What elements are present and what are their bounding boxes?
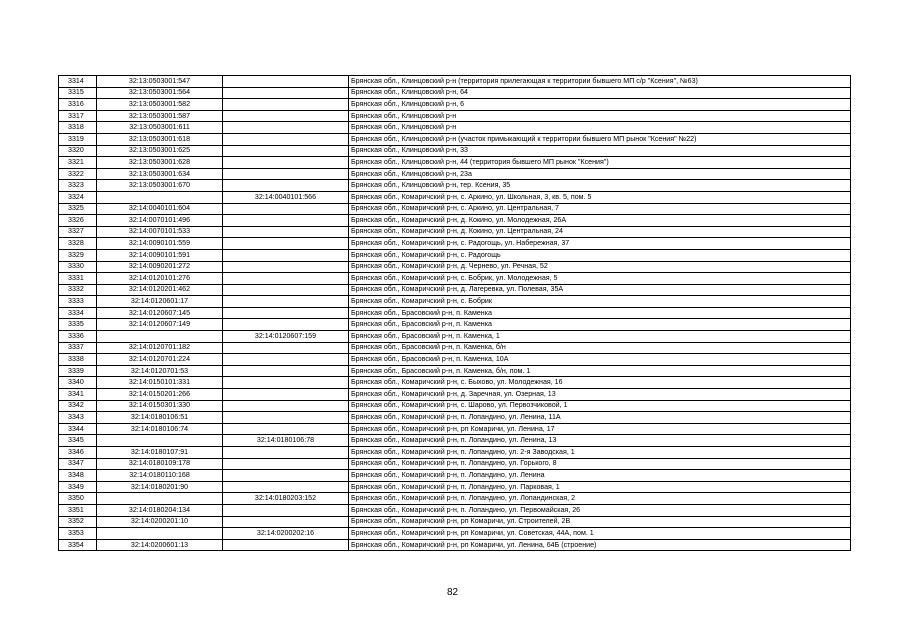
table-row (59, 435, 851, 447)
cadastral-number-alt-cell (223, 215, 349, 227)
address-cell: Брянская обл., Комаричский р-н, рп Комаричи, ул. Строителей, 2В (349, 516, 851, 528)
cadastral-number-alt-cell (223, 273, 349, 285)
cadastral-number-alt-cell: 32:14:0120607:159 (223, 331, 349, 343)
address-cell: Брянская обл., Комаричский р-н, п. Лопандино, ул. Ленина, 13 (349, 435, 851, 447)
cadastral-number-cell: 32:14:0180107:91 (97, 447, 223, 459)
record-number-cell: 3347 (59, 458, 97, 470)
record-number-cell: 3354 (59, 539, 97, 551)
table-row (59, 191, 851, 203)
cadastral-number-cell (97, 493, 223, 505)
record-number-cell: 3350 (59, 493, 97, 505)
address-cell: Брянская обл., Клинцовский р-н, 6 (349, 99, 851, 111)
table-row (59, 145, 851, 157)
record-number-cell: 3335 (59, 319, 97, 331)
cadastral-number-cell: 32:14:0150101:331 (97, 377, 223, 389)
address-cell: Брянская обл., Клинцовский р-н, 23а (349, 168, 851, 180)
cadastral-number-alt-cell (223, 516, 349, 528)
record-number-cell: 3333 (59, 296, 97, 308)
cadastral-number-cell: 32:13:0503001:628 (97, 157, 223, 169)
cadastral-number-cell: 32:14:0120701:182 (97, 342, 223, 354)
record-number-cell: 3336 (59, 331, 97, 343)
cadastral-number-alt-cell (223, 76, 349, 88)
cadastral-number-cell: 32:14:0200201:10 (97, 516, 223, 528)
cadastral-number-cell: 32:13:0503001:564 (97, 87, 223, 99)
cadastral-number-alt-cell (223, 447, 349, 459)
record-number-cell: 3330 (59, 261, 97, 273)
record-number-cell: 3349 (59, 481, 97, 493)
address-cell: Брянская обл., Комаричский р-н, д. Лагеревка, ул. Полевая, 35А (349, 284, 851, 296)
cadastral-number-cell (97, 435, 223, 447)
record-number-cell: 3319 (59, 133, 97, 145)
address-cell: Брянская обл., Клинцовский р-н, 33 (349, 145, 851, 157)
record-number-cell: 3325 (59, 203, 97, 215)
record-number-cell: 3329 (59, 249, 97, 261)
record-number-cell: 3353 (59, 528, 97, 540)
record-number-cell: 3351 (59, 504, 97, 516)
table-row (59, 377, 851, 389)
address-cell: Брянская обл., Комаричский р-н, д. Кокино, ул. Молодежная, 26А (349, 215, 851, 227)
address-cell: Брянская обл., Комаричский р-н, рп Комаричи, ул. Ленина, 17 (349, 423, 851, 435)
record-number-cell: 3339 (59, 365, 97, 377)
record-number-cell: 3315 (59, 87, 97, 99)
address-cell: Брянская обл., Брасовский р-н, п. Каменка (349, 307, 851, 319)
table-row (59, 365, 851, 377)
address-cell: Брянская обл., Комаричский р-н, рп Комаричи, ул. Советская, 44А, пом. 1 (349, 528, 851, 540)
table-row (59, 458, 851, 470)
table-row (59, 504, 851, 516)
record-number-cell: 3345 (59, 435, 97, 447)
table-row (59, 423, 851, 435)
cadastral-number-cell: 32:14:0180204:134 (97, 504, 223, 516)
cadastral-number-alt-cell (223, 133, 349, 145)
address-cell: Брянская обл., Комаричский р-н, с. Шарово, ул. Первозчиковой, 1 (349, 400, 851, 412)
address-cell: Брянская обл., Клинцовский р-н, 44 (территория бывшего МП рынок "Ксения") (349, 157, 851, 169)
cadastral-number-alt-cell (223, 400, 349, 412)
address-cell: Брянская обл., Комаричский р-н, п. Лопандино, ул. 2-я Заводская, 1 (349, 447, 851, 459)
cadastral-number-cell: 32:14:0090101:591 (97, 249, 223, 261)
record-number-cell: 3334 (59, 307, 97, 319)
record-number-cell: 3331 (59, 273, 97, 285)
record-number-cell: 3338 (59, 354, 97, 366)
cadastral-number-alt-cell (223, 261, 349, 273)
address-cell: Брянская обл., Комаричский р-н, с. Быхово, ул. Молодежная, 16 (349, 377, 851, 389)
cadastral-number-cell: 32:14:0070101:533 (97, 226, 223, 238)
cadastral-number-alt-cell (223, 389, 349, 401)
page-number: 82 (446, 587, 459, 598)
address-cell: Брянская обл., Брасовский р-н, п. Каменка, б/н, пом. 1 (349, 365, 851, 377)
table-row (59, 307, 851, 319)
table-row (59, 342, 851, 354)
address-cell: Брянская обл., Брасовский р-н, п. Каменка, б/н (349, 342, 851, 354)
cadastral-number-cell: 32:14:0120601:17 (97, 296, 223, 308)
table-row (59, 273, 851, 285)
address-cell: Брянская обл., Комаричский р-н, д. Кокино, ул. Центральная, 24 (349, 226, 851, 238)
address-cell: Брянская обл., Комаричский р-н, п. Лопандино, ул. Ленина, 11А (349, 412, 851, 424)
cadastral-number-cell: 32:14:0090201:272 (97, 261, 223, 273)
cadastral-number-cell: 32:13:0503001:611 (97, 122, 223, 134)
table-row (59, 168, 851, 180)
cadastral-number-cell: 32:13:0503001:618 (97, 133, 223, 145)
cadastral-number-cell: 32:14:0120101:276 (97, 273, 223, 285)
record-number-cell: 3343 (59, 412, 97, 424)
cadastral-number-cell: 32:13:0503001:634 (97, 168, 223, 180)
table-row (59, 180, 851, 192)
cadastral-number-alt-cell (223, 122, 349, 134)
cadastral-number-alt-cell (223, 284, 349, 296)
cadastral-number-alt-cell (223, 87, 349, 99)
cadastral-number-alt-cell (223, 238, 349, 250)
table-row (59, 226, 851, 238)
cadastral-number-alt-cell (223, 249, 349, 261)
table-row (59, 354, 851, 366)
cadastral-number-cell: 32:14:0150201:266 (97, 389, 223, 401)
cadastral-number-alt-cell (223, 342, 349, 354)
cadastral-number-cell: 32:14:0180106:74 (97, 423, 223, 435)
address-cell: Брянская обл., Клинцовский р-н (349, 110, 851, 122)
cadastral-number-alt-cell (223, 180, 349, 192)
table-row (59, 215, 851, 227)
cadastral-number-alt-cell (223, 203, 349, 215)
table-row (59, 319, 851, 331)
record-number-cell: 3317 (59, 110, 97, 122)
table-row (59, 412, 851, 424)
table-row (59, 447, 851, 459)
register-table-body (59, 76, 851, 551)
record-number-cell: 3321 (59, 157, 97, 169)
cadastral-number-alt-cell (223, 145, 349, 157)
record-number-cell: 3323 (59, 180, 97, 192)
cadastral-number-cell (97, 331, 223, 343)
cadastral-number-alt-cell: 32:14:0180106:78 (223, 435, 349, 447)
cadastral-number-alt-cell (223, 377, 349, 389)
table-row (59, 87, 851, 99)
cadastral-number-cell (97, 191, 223, 203)
address-cell: Брянская обл., Клинцовский р-н, тер. Ксения, 35 (349, 180, 851, 192)
cadastral-number-alt-cell (223, 226, 349, 238)
cadastral-number-alt-cell: 32:14:0200202:16 (223, 528, 349, 540)
address-cell: Брянская обл., Брасовский р-н, п. Каменка, 1 (349, 331, 851, 343)
table-row (59, 133, 851, 145)
table-row (59, 76, 851, 88)
record-number-cell: 3348 (59, 470, 97, 482)
address-cell: Брянская обл., Комаричский р-н, п. Лопандино, ул. Горького, 8 (349, 458, 851, 470)
cadastral-number-alt-cell (223, 458, 349, 470)
address-cell: Брянская обл., Брасовский р-н, п. Каменка (349, 319, 851, 331)
cadastral-number-cell: 32:14:0180110:168 (97, 470, 223, 482)
table-row (59, 110, 851, 122)
address-cell: Брянская обл., Комаричский р-н, с. Аркино, ул. Центральная, 7 (349, 203, 851, 215)
table-row (59, 203, 851, 215)
cadastral-number-alt-cell (223, 110, 349, 122)
register-table (58, 75, 851, 551)
cadastral-number-alt-cell (223, 168, 349, 180)
cadastral-number-cell: 32:14:0040101:604 (97, 203, 223, 215)
cadastral-number-cell: 32:14:0120607:149 (97, 319, 223, 331)
cadastral-number-cell: 32:14:0180109:178 (97, 458, 223, 470)
address-cell: Брянская обл., Комаричский р-н, с. Радогощь, ул. Набережная, 37 (349, 238, 851, 250)
record-number-cell: 3326 (59, 215, 97, 227)
address-cell: Брянская обл., Клинцовский р-н (территория прилегающая к территории бывшего МП с/р "Ксения", №63) (349, 76, 851, 88)
table-row (59, 157, 851, 169)
address-cell: Брянская обл., Комаричский р-н, п. Лопандино, ул. Ленина (349, 470, 851, 482)
table-row (59, 296, 851, 308)
table-row (59, 470, 851, 482)
cadastral-number-cell: 32:13:0503001:625 (97, 145, 223, 157)
table-row (59, 249, 851, 261)
address-cell: Брянская обл., Комаричский р-н, п. Лопандино, ул. Лопандинская, 2 (349, 493, 851, 505)
record-number-cell: 3337 (59, 342, 97, 354)
table-row (59, 238, 851, 250)
cadastral-number-cell: 32:13:0503001:670 (97, 180, 223, 192)
cadastral-number-cell: 32:14:0090101:559 (97, 238, 223, 250)
address-cell: Брянская обл., Клинцовский р-н, 64 (349, 87, 851, 99)
record-number-cell: 3341 (59, 389, 97, 401)
table-row (59, 261, 851, 273)
table-row (59, 539, 851, 551)
cadastral-number-alt-cell (223, 481, 349, 493)
record-number-cell: 3318 (59, 122, 97, 134)
cadastral-number-cell: 32:14:0070101:496 (97, 215, 223, 227)
address-cell: Брянская обл., Клинцовский р-н (349, 122, 851, 134)
cadastral-number-cell: 32:14:0180106:51 (97, 412, 223, 424)
table-row (59, 99, 851, 111)
address-cell: Брянская обл., Комаричский р-н, с. Бобрик (349, 296, 851, 308)
address-cell: Брянская обл., Брасовский р-н, п. Каменка, 10А (349, 354, 851, 366)
cadastral-number-cell: 32:14:0120701:224 (97, 354, 223, 366)
address-cell: Брянская обл., Клинцовский р-н (участок примыкающий к территории бывшего МП рынок "Ксения" №22) (349, 133, 851, 145)
address-cell: Брянская обл., Комаричский р-н, с. Бобрик, ул. Молодежная, 5 (349, 273, 851, 285)
record-number-cell: 3316 (59, 99, 97, 111)
address-cell: Брянская обл., Комаричский р-н, с. Аркино, ул. Школьная, 3, кв. 5, пом. 5 (349, 191, 851, 203)
table-row (59, 331, 851, 343)
cadastral-number-alt-cell: 32:14:0180203:152 (223, 493, 349, 505)
record-number-cell: 3352 (59, 516, 97, 528)
address-cell: Брянская обл., Комаричский р-н, п. Лопандино, ул. Первомайская, 26 (349, 504, 851, 516)
address-cell: Брянская обл., Комаричский р-н, п. Лопандино, ул. Парковая, 1 (349, 481, 851, 493)
record-number-cell: 3346 (59, 447, 97, 459)
table-row (59, 481, 851, 493)
cadastral-number-cell: 32:14:0150301:330 (97, 400, 223, 412)
cadastral-number-cell: 32:13:0503001:587 (97, 110, 223, 122)
table-row (59, 516, 851, 528)
record-number-cell: 3322 (59, 168, 97, 180)
cadastral-number-alt-cell (223, 365, 349, 377)
address-cell: Брянская обл., Комаричский р-н, д. Заречная, ул. Озерная, 13 (349, 389, 851, 401)
cadastral-number-alt-cell (223, 412, 349, 424)
record-number-cell: 3324 (59, 191, 97, 203)
cadastral-number-cell: 32:14:0120701:53 (97, 365, 223, 377)
record-number-cell: 3328 (59, 238, 97, 250)
table-row (59, 528, 851, 540)
cadastral-number-alt-cell (223, 423, 349, 435)
cadastral-number-cell: 32:13:0503001:547 (97, 76, 223, 88)
address-cell: Брянская обл., Комаричский р-н, рп Комаричи, ул. Ленина, 64Б (строение) (349, 539, 851, 551)
cadastral-number-alt-cell (223, 307, 349, 319)
cadastral-number-alt-cell (223, 354, 349, 366)
cadastral-number-cell: 32:14:0180201:90 (97, 481, 223, 493)
record-number-cell: 3344 (59, 423, 97, 435)
cadastral-number-cell: 32:13:0503001:582 (97, 99, 223, 111)
cadastral-number-cell (97, 528, 223, 540)
cadastral-number-alt-cell (223, 99, 349, 111)
table-row (59, 389, 851, 401)
cadastral-number-alt-cell (223, 504, 349, 516)
cadastral-number-alt-cell (223, 470, 349, 482)
table-row (59, 122, 851, 134)
record-number-cell: 3332 (59, 284, 97, 296)
cadastral-number-alt-cell (223, 539, 349, 551)
record-number-cell: 3340 (59, 377, 97, 389)
table-row (59, 284, 851, 296)
address-cell: Брянская обл., Комаричский р-н, д. Чернево, ул. Речная, 52 (349, 261, 851, 273)
cadastral-number-cell: 32:14:0200601:13 (97, 539, 223, 551)
record-number-cell: 3342 (59, 400, 97, 412)
cadastral-number-cell: 32:14:0120201:462 (97, 284, 223, 296)
cadastral-number-alt-cell (223, 157, 349, 169)
record-number-cell: 3320 (59, 145, 97, 157)
cadastral-number-cell: 32:14:0120607:145 (97, 307, 223, 319)
table-row (59, 400, 851, 412)
address-cell: Брянская обл., Комаричский р-н, с. Радогощь (349, 249, 851, 261)
cadastral-number-alt-cell: 32:14:0040101:566 (223, 191, 349, 203)
cadastral-number-alt-cell (223, 296, 349, 308)
cadastral-number-alt-cell (223, 319, 349, 331)
record-number-cell: 3314 (59, 76, 97, 88)
record-number-cell: 3327 (59, 226, 97, 238)
table-row (59, 493, 851, 505)
